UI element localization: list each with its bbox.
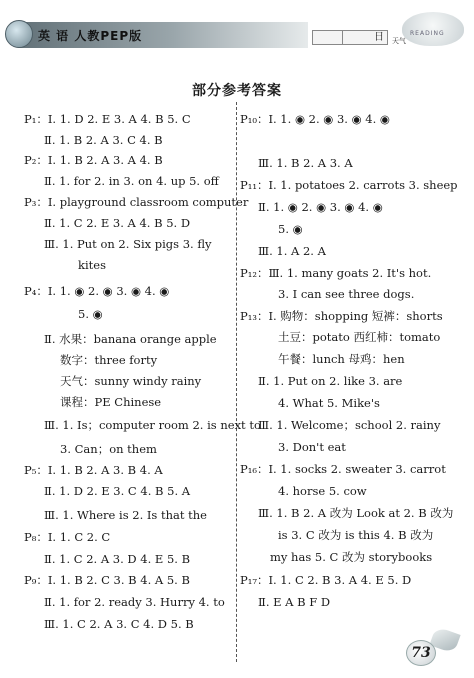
globe-icon	[5, 20, 33, 48]
page-title: 部分参考答案	[192, 83, 282, 99]
left-answer-line: P₈：Ⅰ. 1. C 2. C	[24, 530, 111, 544]
right-answer-line: is 3. C 改为 is this 4. B 改为	[278, 528, 434, 542]
left-answer-line: 3. Can；on them	[60, 442, 157, 456]
left-answer-line: Ⅲ. 1. Put on 2. Six pigs 3. fly	[44, 237, 212, 251]
left-answer-line: P₁：Ⅰ. 1. D 2. E 3. A 4. B 5. C	[24, 112, 191, 126]
left-answer-line: Ⅲ. 1. Where is 2. Is that the	[44, 508, 207, 522]
right-answer-line: Ⅱ. 1. Put on 2. like 3. are	[258, 374, 403, 388]
weather-label: 天气	[392, 37, 406, 45]
left-answer-line: Ⅱ. 1. C 2. E 3. A 4. B 5. D	[44, 216, 191, 230]
right-answer-line: 3. I can see three dogs.	[278, 287, 415, 301]
left-answer-line: Ⅱ. 水果：banana orange apple	[44, 332, 217, 346]
right-answer-line: 5. ◉	[278, 222, 303, 236]
right-answer-line: Ⅲ. 1. A 2. A	[258, 244, 326, 258]
right-answer-line: Ⅲ. 1. B 2. A 改为 Look at 2. B 改为	[258, 506, 454, 520]
right-answer-line: 4. What 5. Mike's	[278, 396, 380, 410]
left-answer-line: Ⅲ. 1. Is；computer room 2. is next to	[44, 418, 261, 432]
left-answer-line: P₄：Ⅰ. 1. ◉ 2. ◉ 3. ◉ 4. ◉	[24, 284, 170, 298]
day-box: 日	[342, 30, 388, 45]
right-answer-line: P₁₇：Ⅰ. 1. C 2. B 3. A 4. E 5. D	[240, 573, 412, 587]
cloud-label: READING	[410, 30, 445, 37]
right-answer-line: P₁₂：Ⅲ. 1. many goats 2. It's hot.	[240, 266, 432, 280]
left-answer-line: 天气：sunny windy rainy	[60, 374, 202, 388]
left-answer-line: P₉：Ⅰ. 1. B 2. C 3. B 4. A 5. B	[24, 573, 190, 587]
left-answer-line: P₂：Ⅰ. 1. B 2. A 3. A 4. B	[24, 153, 163, 167]
left-answer-line: Ⅱ. 1. for 2. in 3. on 4. up 5. off	[44, 174, 219, 188]
left-answer-line: Ⅱ. 1. C 2. A 3. D 4. E 5. B	[44, 552, 191, 566]
right-answer-line: Ⅱ. 1. ◉ 2. ◉ 3. ◉ 4. ◉	[258, 200, 383, 214]
right-answer-line: my has 5. C 改为 storybooks	[270, 550, 433, 564]
right-answer-line: 3. Don't eat	[278, 440, 346, 454]
left-answer-line: Ⅲ. 1. C 2. A 3. C 4. D 5. B	[44, 617, 194, 631]
right-answer-line: P₁₀：Ⅰ. 1. ◉ 2. ◉ 3. ◉ 4. ◉	[240, 112, 390, 126]
right-answer-line: 土豆：potato 西红柿：tomato	[278, 330, 441, 344]
right-answer-line: P₁₁：Ⅰ. 1. potatoes 2. carrots 3. sheep	[240, 178, 458, 192]
right-answer-line: 4. horse 5. cow	[278, 484, 367, 498]
left-answer-line: 数字：three forty	[60, 353, 158, 367]
left-answer-line: Ⅱ. 1. D 2. E 3. C 4. B 5. A	[44, 484, 191, 498]
page-number: 73	[406, 640, 436, 666]
left-answer-line: 5. ◉	[78, 307, 103, 321]
right-answer-line: 午餐：lunch 母鸡：hen	[278, 352, 405, 366]
right-answer-line: P₁₃：Ⅰ. 购物：shopping 短裤：shorts	[240, 309, 443, 323]
right-answer-line: Ⅲ. 1. B 2. A 3. A	[258, 156, 353, 170]
column-divider	[236, 102, 237, 662]
left-answer-line: 课程：PE Chinese	[60, 395, 162, 409]
right-answer-line: P₁₆：Ⅰ. 1. socks 2. sweater 3. carrot	[240, 462, 446, 476]
left-answer-line: Ⅱ. 1. B 2. A 3. C 4. B	[44, 133, 163, 147]
header-banner-text: 英 语 人教PEP版	[38, 29, 143, 43]
cloud-icon	[402, 12, 464, 46]
page-header	[0, 0, 474, 52]
right-answer-line: Ⅲ. 1. Welcome；school 2. rainy	[258, 418, 441, 432]
left-answer-line: kites	[78, 258, 106, 272]
right-answer-line: Ⅱ. E A B F D	[258, 595, 331, 609]
left-answer-line: P₃：Ⅰ. playground classroom computer	[24, 195, 249, 209]
left-answer-line: P₅：Ⅰ. 1. B 2. A 3. B 4. A	[24, 463, 163, 477]
left-answer-line: Ⅱ. 1. for 2. ready 3. Hurry 4. to	[44, 595, 225, 609]
